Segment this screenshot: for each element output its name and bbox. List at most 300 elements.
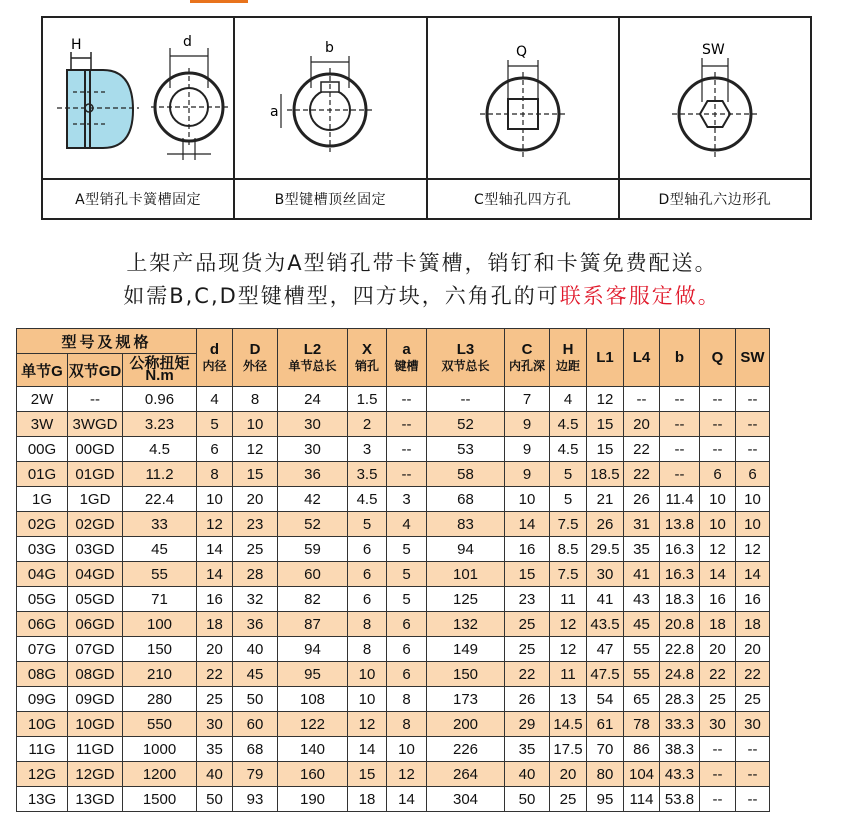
table-cell: 101: [427, 562, 505, 587]
table-cell: 7.5: [550, 512, 587, 537]
table-cell: 16.3: [660, 537, 700, 562]
table-cell: 4: [387, 512, 427, 537]
table-cell: 108: [278, 687, 348, 712]
table-cell: 140: [278, 737, 348, 762]
table-cell: 10: [348, 662, 387, 687]
table-cell: --: [736, 387, 770, 412]
table-cell: --: [624, 387, 660, 412]
table-cell: 08G: [17, 662, 68, 687]
table-cell: 150: [427, 662, 505, 687]
table-cell: 20: [550, 762, 587, 787]
table-cell: 68: [427, 487, 505, 512]
table-cell: 70: [587, 737, 624, 762]
table-cell: 23: [233, 512, 278, 537]
table-cell: 11: [550, 587, 587, 612]
table-cell: 28: [233, 562, 278, 587]
table-cell: --: [387, 412, 427, 437]
table-cell: 16.3: [660, 562, 700, 587]
table-cell: 9: [505, 462, 550, 487]
table-cell: 47.5: [587, 662, 624, 687]
dim-label-d: d: [183, 34, 192, 50]
table-cell: 41: [624, 562, 660, 587]
table-cell: 5: [387, 537, 427, 562]
table-cell: --: [68, 387, 123, 412]
table-cell: 55: [624, 637, 660, 662]
table-cell: 7: [505, 387, 550, 412]
table-cell: 95: [587, 787, 624, 812]
table-cell: 10: [197, 487, 233, 512]
table-cell: 10: [736, 487, 770, 512]
table-cell: 02G: [17, 512, 68, 537]
table-cell: 173: [427, 687, 505, 712]
table-cell: --: [660, 387, 700, 412]
header-double-section: 双节GD: [68, 354, 123, 387]
table-cell: 12: [233, 437, 278, 462]
table-cell: 5: [550, 487, 587, 512]
diagram-a-drawing: [43, 18, 234, 176]
header-C: C 内孔深: [505, 329, 550, 387]
table-cell: 14: [197, 537, 233, 562]
diagram-c-drawing: [428, 18, 618, 176]
table-cell: 15: [505, 562, 550, 587]
table-cell: 11G: [17, 737, 68, 762]
table-cell: --: [387, 437, 427, 462]
table-cell: 18: [348, 787, 387, 812]
table-cell: 8: [197, 462, 233, 487]
table-cell: --: [700, 787, 736, 812]
table-row: [17, 412, 770, 437]
table-cell: 14: [387, 787, 427, 812]
header-SW: SW: [736, 329, 770, 387]
table-cell: 6: [387, 637, 427, 662]
table-cell: 12: [387, 762, 427, 787]
table-cell: 01GD: [68, 462, 123, 487]
table-cell: 55: [624, 662, 660, 687]
table-cell: --: [736, 412, 770, 437]
table-cell: 7.5: [550, 562, 587, 587]
table-cell: 25: [505, 612, 550, 637]
table-cell: 80: [587, 762, 624, 787]
table-cell: 45: [233, 662, 278, 687]
table-cell: 71: [123, 587, 197, 612]
table-row: [17, 662, 770, 687]
table-cell: 25: [505, 637, 550, 662]
table-cell: 03GD: [68, 537, 123, 562]
table-cell: 8: [387, 687, 427, 712]
table-cell: --: [387, 387, 427, 412]
table-row: [17, 537, 770, 562]
table-cell: 00GD: [68, 437, 123, 462]
table-cell: 40: [505, 762, 550, 787]
table-cell: 82: [278, 587, 348, 612]
table-cell: 280: [123, 687, 197, 712]
table-row: [17, 737, 770, 762]
table-cell: 15: [587, 437, 624, 462]
table-cell: 22: [624, 462, 660, 487]
table-cell: 226: [427, 737, 505, 762]
table-cell: 1200: [123, 762, 197, 787]
table-cell: 30: [278, 412, 348, 437]
table-cell: 00G: [17, 437, 68, 462]
table-cell: 50: [233, 687, 278, 712]
table-cell: --: [700, 762, 736, 787]
table-cell: --: [387, 462, 427, 487]
header-model-spec: 型号及规格: [17, 329, 197, 354]
table-cell: 12: [736, 537, 770, 562]
table-cell: 33: [123, 512, 197, 537]
table-cell: 1GD: [68, 487, 123, 512]
table-cell: 52: [278, 512, 348, 537]
table-cell: 55: [123, 562, 197, 587]
table-cell: 43: [624, 587, 660, 612]
diagram-a-figure: [43, 18, 233, 180]
table-cell: 28.3: [660, 687, 700, 712]
table-cell: 25: [550, 787, 587, 812]
table-cell: 79: [233, 762, 278, 787]
table-cell: 83: [427, 512, 505, 537]
table-cell: 45: [624, 612, 660, 637]
table-cell: 07GD: [68, 637, 123, 662]
table-cell: 20: [197, 637, 233, 662]
table-cell: --: [700, 387, 736, 412]
table-cell: 25: [700, 687, 736, 712]
table-cell: 3WGD: [68, 412, 123, 437]
table-cell: 100: [123, 612, 197, 637]
table-cell: 12: [700, 537, 736, 562]
table-cell: 60: [233, 712, 278, 737]
diagram-a-caption: A型销孔卡簧槽固定: [75, 192, 202, 208]
table-cell: 14: [197, 562, 233, 587]
header-b: b: [660, 329, 700, 387]
table-cell: 0.96: [123, 387, 197, 412]
table-cell: 14: [505, 512, 550, 537]
table-row: [17, 687, 770, 712]
table-cell: 4.5: [550, 437, 587, 462]
table-cell: 132: [427, 612, 505, 637]
table-cell: --: [736, 762, 770, 787]
diagram-c-caption: C型轴孔四方孔: [473, 192, 572, 208]
table-cell: 3.23: [123, 412, 197, 437]
table-cell: 6: [387, 612, 427, 637]
table-cell: 5: [550, 462, 587, 487]
table-cell: 16: [505, 537, 550, 562]
table-cell: 5: [348, 512, 387, 537]
table-cell: 10: [233, 412, 278, 437]
table-cell: 30: [700, 712, 736, 737]
diagram-c-figure: [428, 18, 618, 180]
table-cell: 04G: [17, 562, 68, 587]
table-cell: 01G: [17, 462, 68, 487]
table-cell: 11.4: [660, 487, 700, 512]
table-row: [17, 637, 770, 662]
table-cell: 10: [700, 512, 736, 537]
table-cell: 16: [700, 587, 736, 612]
table-cell: 18: [197, 612, 233, 637]
table-cell: 190: [278, 787, 348, 812]
table-row: [17, 512, 770, 537]
table-cell: 30: [587, 562, 624, 587]
table-cell: 6: [387, 662, 427, 687]
spec-table-body: [17, 387, 770, 812]
table-cell: 9: [505, 412, 550, 437]
table-cell: --: [660, 412, 700, 437]
table-cell: 43.3: [660, 762, 700, 787]
table-cell: 94: [278, 637, 348, 662]
table-cell: 42: [278, 487, 348, 512]
diagram-b-figure: [235, 18, 425, 180]
table-cell: 8: [348, 612, 387, 637]
table-cell: 26: [624, 487, 660, 512]
table-cell: 3: [387, 487, 427, 512]
table-cell: 26: [587, 512, 624, 537]
table-cell: 05GD: [68, 587, 123, 612]
header-d: d 内径: [197, 329, 233, 387]
table-cell: 6: [736, 462, 770, 487]
table-cell: 12: [550, 637, 587, 662]
table-cell: 30: [736, 712, 770, 737]
table-cell: 20.8: [660, 612, 700, 637]
table-cell: 20: [233, 487, 278, 512]
table-cell: 4.5: [550, 412, 587, 437]
table-cell: 122: [278, 712, 348, 737]
dim-label-q: Q: [515, 44, 527, 60]
table-cell: 33.3: [660, 712, 700, 737]
table-cell: 07G: [17, 637, 68, 662]
table-cell: 25: [736, 687, 770, 712]
table-cell: 22: [197, 662, 233, 687]
table-cell: 4.5: [123, 437, 197, 462]
table-cell: 06GD: [68, 612, 123, 637]
table-cell: 50: [505, 787, 550, 812]
table-cell: 10: [700, 487, 736, 512]
table-cell: 12: [587, 387, 624, 412]
table-cell: 17.5: [550, 737, 587, 762]
table-cell: --: [660, 462, 700, 487]
table-cell: 40: [233, 637, 278, 662]
table-cell: 8: [387, 712, 427, 737]
table-cell: 12: [550, 612, 587, 637]
table-cell: 61: [587, 712, 624, 737]
table-row: [17, 712, 770, 737]
header-H: H 边距: [550, 329, 587, 387]
table-cell: 45: [123, 537, 197, 562]
table-row: [17, 562, 770, 587]
table-cell: 6: [197, 437, 233, 462]
table-cell: 20: [736, 637, 770, 662]
table-cell: 52: [427, 412, 505, 437]
table-cell: --: [736, 737, 770, 762]
diagram-type-a: [43, 18, 235, 218]
table-cell: 9: [505, 437, 550, 462]
diagram-d-drawing: [620, 18, 810, 176]
table-cell: 24.8: [660, 662, 700, 687]
table-cell: 11: [550, 662, 587, 687]
header-D: D 外径: [233, 329, 278, 387]
table-cell: 12: [197, 512, 233, 537]
diagram-type-d: [620, 18, 810, 218]
table-cell: 20: [624, 412, 660, 437]
table-cell: 160: [278, 762, 348, 787]
table-cell: 3: [348, 437, 387, 462]
table-cell: 12: [348, 712, 387, 737]
table-row: [17, 587, 770, 612]
table-cell: 264: [427, 762, 505, 787]
table-cell: 13GD: [68, 787, 123, 812]
table-cell: 10: [505, 487, 550, 512]
table-row: [17, 612, 770, 637]
table-cell: 15: [233, 462, 278, 487]
diagram-b-caption: B型键槽顶丝固定: [274, 192, 387, 208]
table-cell: 13: [550, 687, 587, 712]
dim-label-b: b: [325, 40, 335, 56]
table-row: [17, 387, 770, 412]
table-cell: 4.5: [348, 487, 387, 512]
table-cell: 10G: [17, 712, 68, 737]
table-cell: 14: [736, 562, 770, 587]
table-cell: 06G: [17, 612, 68, 637]
table-cell: 35: [197, 737, 233, 762]
table-cell: 2: [348, 412, 387, 437]
table-cell: 1000: [123, 737, 197, 762]
table-cell: 47: [587, 637, 624, 662]
table-row: [17, 462, 770, 487]
table-cell: 53: [427, 437, 505, 462]
table-cell: 18: [736, 612, 770, 637]
table-cell: 18.5: [587, 462, 624, 487]
table-cell: 550: [123, 712, 197, 737]
table-cell: 22: [736, 662, 770, 687]
table-cell: 15: [348, 762, 387, 787]
table-cell: --: [427, 387, 505, 412]
table-cell: 5: [387, 562, 427, 587]
dim-label-h: H: [71, 37, 82, 53]
header-L2: L2 单节总长: [278, 329, 348, 387]
table-cell: 14.5: [550, 712, 587, 737]
table-cell: 08GD: [68, 662, 123, 687]
table-cell: --: [660, 437, 700, 462]
table-cell: 38.3: [660, 737, 700, 762]
diagram-d-caption: D型轴孔六边形孔: [658, 192, 772, 208]
dim-label-sw: SW: [701, 42, 725, 58]
table-cell: 16: [736, 587, 770, 612]
table-cell: 53.8: [660, 787, 700, 812]
table-cell: 200: [427, 712, 505, 737]
table-cell: 125: [427, 587, 505, 612]
table-cell: 1.5: [348, 387, 387, 412]
table-cell: 25: [233, 537, 278, 562]
diagram-d-figure: [620, 18, 810, 180]
table-cell: 8: [348, 637, 387, 662]
table-cell: 1G: [17, 487, 68, 512]
header-L1: L1: [587, 329, 624, 387]
header-L3: L3 双节总长: [427, 329, 505, 387]
table-cell: 78: [624, 712, 660, 737]
table-cell: 09GD: [68, 687, 123, 712]
table-cell: 8: [233, 387, 278, 412]
table-cell: 18.3: [660, 587, 700, 612]
table-cell: 10GD: [68, 712, 123, 737]
top-accent-bar: [190, 0, 248, 3]
table-cell: 10: [736, 512, 770, 537]
table-cell: 16: [197, 587, 233, 612]
header-a: a 键槽: [387, 329, 427, 387]
stock-notice-line2: [0, 280, 844, 310]
table-cell: 22: [624, 437, 660, 462]
table-cell: 26: [505, 687, 550, 712]
table-cell: 29: [505, 712, 550, 737]
table-cell: --: [736, 787, 770, 812]
table-cell: --: [700, 437, 736, 462]
table-cell: 95: [278, 662, 348, 687]
table-cell: 6: [348, 537, 387, 562]
header-Q: Q: [700, 329, 736, 387]
notice-line2-text: 如需B,C,D型键槽型，四方块，六角孔的可: [123, 284, 560, 308]
table-cell: 104: [624, 762, 660, 787]
table-cell: 86: [624, 737, 660, 762]
table-cell: --: [700, 412, 736, 437]
diagram-type-b: [235, 18, 427, 218]
table-cell: 22: [700, 662, 736, 687]
table-cell: 304: [427, 787, 505, 812]
table-cell: 150: [123, 637, 197, 662]
table-cell: 12GD: [68, 762, 123, 787]
table-cell: 31: [624, 512, 660, 537]
table-cell: 03G: [17, 537, 68, 562]
table-cell: 1500: [123, 787, 197, 812]
table-cell: 12G: [17, 762, 68, 787]
diagram-type-c: [428, 18, 620, 218]
table-cell: 25: [197, 687, 233, 712]
table-cell: 36: [233, 612, 278, 637]
table-cell: 60: [278, 562, 348, 587]
contact-service-highlight: 联系客服定做。: [559, 284, 721, 308]
table-cell: 6: [348, 587, 387, 612]
table-cell: 3W: [17, 412, 68, 437]
table-cell: 30: [278, 437, 348, 462]
header-single-section: 单节G: [17, 354, 68, 387]
table-cell: 149: [427, 637, 505, 662]
table-cell: 21: [587, 487, 624, 512]
diagram-b-drawing: [235, 18, 425, 176]
table-cell: 35: [624, 537, 660, 562]
table-cell: 5: [197, 412, 233, 437]
table-cell: 18: [700, 612, 736, 637]
spec-table: [16, 328, 770, 812]
table-cell: 14: [348, 737, 387, 762]
table-cell: 35: [505, 737, 550, 762]
table-cell: 5: [387, 587, 427, 612]
dim-label-a: a: [270, 104, 279, 120]
table-cell: 87: [278, 612, 348, 637]
table-cell: 11.2: [123, 462, 197, 487]
header-nominal-torque: 公称扭矩 N.m: [123, 354, 197, 387]
table-cell: 3.5: [348, 462, 387, 487]
table-cell: --: [736, 437, 770, 462]
table-cell: 41: [587, 587, 624, 612]
table-row: [17, 437, 770, 462]
header-L4: L4: [624, 329, 660, 387]
table-row: [17, 487, 770, 512]
table-cell: 05G: [17, 587, 68, 612]
table-cell: 4: [197, 387, 233, 412]
table-cell: 20: [700, 637, 736, 662]
table-cell: 30: [197, 712, 233, 737]
table-cell: 43.5: [587, 612, 624, 637]
stock-notice-line1: 上架产品现货为A型销孔带卡簧槽，销钉和卡簧免费配送。: [126, 251, 718, 275]
table-cell: 11GD: [68, 737, 123, 762]
table-cell: 23: [505, 587, 550, 612]
table-cell: --: [700, 737, 736, 762]
